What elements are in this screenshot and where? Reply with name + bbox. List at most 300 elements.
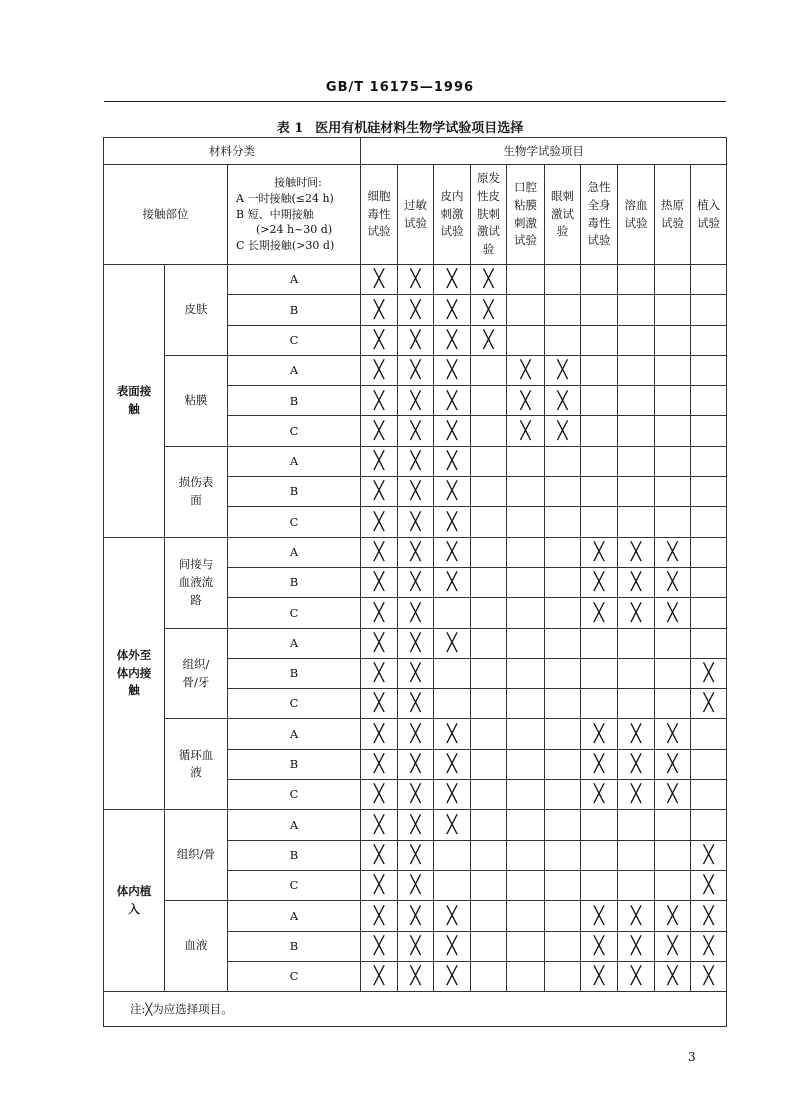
- test-cell: [434, 931, 471, 961]
- selected-mark: ╳: [410, 663, 421, 684]
- test-cell: [691, 567, 727, 597]
- test-cell: [581, 446, 618, 476]
- biological-test-selection-table: [103, 137, 727, 1027]
- test-cell: [361, 810, 398, 840]
- test-cell: [507, 355, 545, 385]
- test-cell: [398, 961, 434, 991]
- contact-category-label: 体内植入: [116, 883, 152, 916]
- test-cell: [507, 780, 545, 810]
- test-header-label: 过敏试验: [404, 197, 428, 230]
- selected-mark: ╳: [446, 905, 458, 926]
- test-header-3: [434, 165, 471, 265]
- test-cell: [507, 598, 545, 628]
- selected-mark: ╳: [373, 784, 385, 805]
- selected-mark: ╳: [373, 269, 385, 290]
- test-cell: [471, 719, 507, 749]
- selected-mark: ╳: [667, 784, 678, 805]
- test-cell: [655, 265, 691, 295]
- test-cell: [655, 961, 691, 991]
- selected-mark: ╳: [373, 451, 385, 472]
- selected-mark: ╳: [446, 511, 458, 532]
- test-header-9: [655, 165, 691, 265]
- test-header-10: [691, 165, 727, 265]
- test-cell: [545, 325, 581, 355]
- selected-mark: ╳: [446, 542, 458, 562]
- table-title: 医用有机硅材料生物学试验项目选择: [315, 121, 524, 136]
- test-cell: [471, 477, 507, 507]
- selected-mark: ╳: [703, 844, 714, 865]
- test-cell: [581, 840, 618, 870]
- selected-mark: ╳: [410, 935, 421, 956]
- selected-mark: ╳: [373, 905, 385, 926]
- test-cell: [398, 537, 434, 567]
- selected-mark: ╳: [373, 723, 385, 744]
- selected-mark: ╳: [410, 269, 421, 290]
- test-cell: [618, 537, 655, 567]
- table-row: [104, 537, 727, 567]
- test-cell: [618, 840, 655, 870]
- test-cell: [471, 416, 507, 446]
- contact-time-title: 接触时间:: [274, 175, 322, 189]
- test-cell: [655, 931, 691, 961]
- contact-site: [165, 810, 228, 901]
- test-cell: [655, 658, 691, 688]
- contact-duration-level: A: [228, 265, 361, 295]
- test-cell: [507, 537, 545, 567]
- test-cell: [507, 658, 545, 688]
- test-header-1: [361, 165, 398, 265]
- test-cell: [691, 901, 727, 931]
- selected-mark: ╳: [373, 754, 385, 775]
- contact-site-label: 粘膜: [184, 392, 208, 407]
- selected-mark: ╳: [703, 693, 714, 714]
- test-cell: [398, 628, 434, 658]
- contact-category: [104, 810, 165, 992]
- test-cell: [581, 689, 618, 719]
- selected-mark: ╳: [630, 905, 642, 926]
- test-cell: [545, 386, 581, 416]
- test-cell: [361, 507, 398, 537]
- contact-duration-level: B: [228, 386, 361, 416]
- test-cell: [434, 477, 471, 507]
- test-header-label: 细胞毒性试验: [367, 188, 391, 239]
- test-cell: [434, 537, 471, 567]
- test-cell: [581, 386, 618, 416]
- contact-site-label: 损伤表面: [178, 474, 214, 507]
- selected-mark: ╳: [667, 905, 678, 926]
- selected-mark: ╳: [446, 299, 458, 320]
- test-cell: [545, 537, 581, 567]
- test-cell: [361, 901, 398, 931]
- test-cell: [618, 446, 655, 476]
- test-cell: [655, 386, 691, 416]
- table-row: [104, 355, 727, 385]
- test-cell: [545, 567, 581, 597]
- selected-mark: ╳: [410, 784, 421, 805]
- test-cell: [398, 325, 434, 355]
- test-cell: [655, 567, 691, 597]
- test-cell: [691, 537, 727, 567]
- selected-mark: ╳: [373, 602, 385, 623]
- selected-mark: ╳: [410, 875, 421, 896]
- test-cell: [581, 719, 618, 749]
- test-cell: [471, 870, 507, 900]
- test-cell: [545, 416, 581, 446]
- test-cell: [434, 567, 471, 597]
- contact-time-b-range: (>24 h~30 d): [256, 223, 333, 237]
- selected-mark: ╳: [520, 390, 531, 411]
- selected-mark: ╳: [410, 905, 421, 926]
- contact-duration-level: B: [228, 749, 361, 779]
- test-cell: [691, 689, 727, 719]
- table-row: [104, 901, 727, 931]
- test-cell: [471, 840, 507, 870]
- selected-mark: ╳: [446, 632, 458, 653]
- contact-duration-level: B: [228, 658, 361, 688]
- test-cell: [581, 780, 618, 810]
- contact-duration-level: A: [228, 810, 361, 840]
- table-row: [104, 446, 727, 476]
- test-cell: [691, 840, 727, 870]
- test-cell: [581, 901, 618, 931]
- test-cell: [471, 689, 507, 719]
- test-cell: [545, 689, 581, 719]
- selected-mark: ╳: [410, 723, 421, 744]
- test-cell: [398, 719, 434, 749]
- test-cell: [434, 598, 471, 628]
- contact-site-label: 间接与血液流路: [178, 556, 214, 607]
- test-cell: [434, 780, 471, 810]
- selected-mark: ╳: [520, 360, 531, 381]
- test-cell: [471, 446, 507, 476]
- test-header-label: 植入试验: [697, 197, 721, 230]
- test-cell: [655, 416, 691, 446]
- contact-duration-level: B: [228, 477, 361, 507]
- test-cell: [618, 295, 655, 325]
- contact-site-label: 血液: [184, 938, 208, 953]
- selected-mark: ╳: [667, 754, 678, 775]
- test-cell: [655, 446, 691, 476]
- test-cell: [618, 628, 655, 658]
- selected-mark: ╳: [703, 966, 714, 987]
- selected-mark: ╳: [667, 542, 678, 562]
- test-cell: [655, 780, 691, 810]
- selected-mark: ╳: [593, 542, 605, 562]
- test-cell: [434, 689, 471, 719]
- test-cell: [471, 810, 507, 840]
- test-cell: [471, 628, 507, 658]
- selected-mark: ╳: [446, 723, 458, 744]
- selected-mark: ╳: [703, 935, 714, 956]
- test-cell: [581, 507, 618, 537]
- test-cell: [581, 749, 618, 779]
- test-cell: [507, 961, 545, 991]
- test-cell: [545, 477, 581, 507]
- test-cell: [507, 295, 545, 325]
- test-cell: [545, 961, 581, 991]
- test-cell: [434, 840, 471, 870]
- test-cell: [471, 931, 507, 961]
- test-cell: [581, 295, 618, 325]
- test-header-label: 原发性皮肤刺激试验: [477, 170, 501, 257]
- test-cell: [545, 265, 581, 295]
- selected-mark: ╳: [373, 632, 385, 653]
- test-cell: [434, 810, 471, 840]
- test-cell: [361, 628, 398, 658]
- test-cell: [545, 749, 581, 779]
- test-cell: [618, 355, 655, 385]
- test-cell: [655, 628, 691, 658]
- test-cell: [545, 840, 581, 870]
- contact-site-label: 组织/骨/牙: [182, 656, 210, 689]
- table-number: 表 1: [276, 121, 304, 136]
- test-cell: [361, 416, 398, 446]
- test-cell: [398, 598, 434, 628]
- selected-mark: ╳: [410, 329, 421, 350]
- test-cell: [655, 477, 691, 507]
- test-cell: [691, 416, 727, 446]
- test-cell: [361, 567, 398, 597]
- test-cell: [434, 265, 471, 295]
- selected-mark: ╳: [373, 935, 385, 956]
- test-cell: [655, 810, 691, 840]
- selected-mark: ╳: [410, 299, 421, 320]
- selected-mark: ╳: [410, 360, 421, 381]
- selected-mark: ╳: [410, 481, 421, 502]
- selected-mark: ╳: [410, 966, 421, 987]
- header-rule: [104, 101, 726, 102]
- test-cell: [545, 901, 581, 931]
- selected-mark: ╳: [373, 814, 385, 835]
- selected-mark: ╳: [446, 814, 458, 835]
- test-cell: [581, 628, 618, 658]
- test-cell: [507, 901, 545, 931]
- test-cell: [618, 325, 655, 355]
- test-cell: [691, 386, 727, 416]
- test-cell: [691, 810, 727, 840]
- contact-duration-level: C: [228, 689, 361, 719]
- contact-duration-level: A: [228, 628, 361, 658]
- test-cell: [361, 719, 398, 749]
- test-cell: [618, 598, 655, 628]
- selected-mark: ╳: [446, 784, 458, 805]
- selected-mark: ╳: [483, 329, 494, 350]
- selected-mark: ╳: [557, 360, 568, 381]
- selected-mark: ╳: [373, 572, 385, 593]
- test-cell: [361, 598, 398, 628]
- contact-duration-level: C: [228, 416, 361, 446]
- selected-mark: ╳: [373, 663, 385, 684]
- test-header-label: 急性全身毒性试验: [587, 179, 611, 248]
- selected-mark: ╳: [410, 572, 421, 593]
- selected-mark: ╳: [446, 572, 458, 593]
- test-cell: [545, 355, 581, 385]
- contact-category: [104, 537, 165, 810]
- material-class-header: 材料分类: [104, 138, 361, 165]
- table-row: [104, 628, 727, 658]
- test-cell: [545, 446, 581, 476]
- test-cell: [691, 355, 727, 385]
- test-cell: [545, 870, 581, 900]
- selected-mark: ╳: [446, 451, 458, 472]
- test-cell: [471, 295, 507, 325]
- selected-mark: ╳: [630, 935, 642, 956]
- test-cell: [691, 628, 727, 658]
- test-cell: [398, 840, 434, 870]
- contact-duration-level: A: [228, 719, 361, 749]
- selected-mark: ╳: [630, 723, 642, 744]
- test-items-header: 生物学试验项目: [361, 138, 727, 165]
- test-cell: [471, 749, 507, 779]
- test-cell: [581, 961, 618, 991]
- test-cell: [581, 355, 618, 385]
- test-cell: [655, 598, 691, 628]
- test-cell: [618, 689, 655, 719]
- test-cell: [434, 295, 471, 325]
- selected-mark: ╳: [410, 511, 421, 532]
- test-cell: [691, 295, 727, 325]
- test-cell: [507, 689, 545, 719]
- contact-site: [165, 265, 228, 356]
- selected-mark: ╳: [373, 420, 385, 441]
- contact-duration-level: A: [228, 537, 361, 567]
- test-cell: [545, 658, 581, 688]
- test-cell: [691, 780, 727, 810]
- selected-mark: ╳: [703, 663, 714, 684]
- contact-site-label: 皮肤: [184, 302, 208, 317]
- test-cell: [398, 477, 434, 507]
- selected-mark: ╳: [557, 390, 568, 411]
- selected-mark: ╳: [410, 420, 421, 441]
- test-cell: [618, 265, 655, 295]
- test-cell: [691, 658, 727, 688]
- test-cell: [691, 961, 727, 991]
- test-cell: [618, 901, 655, 931]
- test-cell: [361, 325, 398, 355]
- test-cell: [434, 870, 471, 900]
- test-cell: [507, 840, 545, 870]
- test-cell: [655, 870, 691, 900]
- selected-mark: ╳: [373, 360, 385, 381]
- test-cell: [691, 749, 727, 779]
- test-cell: [507, 567, 545, 597]
- contact-site: [165, 901, 228, 992]
- test-cell: [545, 719, 581, 749]
- selected-mark: ╳: [373, 511, 385, 532]
- test-cell: [691, 931, 727, 961]
- selected-mark: ╳: [410, 542, 421, 562]
- contact-time-b: B 短、中期接触: [236, 207, 314, 221]
- selected-mark: ╳: [667, 935, 678, 956]
- selected-mark: ╳: [630, 572, 642, 593]
- test-header-label: 溶血试验: [624, 197, 648, 230]
- test-cell: [361, 265, 398, 295]
- selected-mark: ╳: [373, 299, 385, 320]
- selected-mark: ╳: [593, 905, 605, 926]
- test-cell: [618, 749, 655, 779]
- test-cell: [398, 931, 434, 961]
- test-cell: [655, 537, 691, 567]
- test-header-5: [507, 165, 545, 265]
- test-cell: [398, 507, 434, 537]
- selected-mark: ╳: [446, 390, 458, 411]
- selected-mark: ╳: [557, 420, 568, 441]
- test-cell: [618, 810, 655, 840]
- test-cell: [361, 477, 398, 507]
- test-cell: [361, 295, 398, 325]
- selected-mark: ╳: [483, 269, 494, 290]
- test-cell: [581, 537, 618, 567]
- selected-mark: ╳: [703, 905, 714, 926]
- test-cell: [655, 295, 691, 325]
- selected-mark: ╳: [667, 723, 678, 744]
- test-header-8: [618, 165, 655, 265]
- selected-mark: ╳: [703, 875, 714, 896]
- contact-time-c: C 长期接触(>30 d): [236, 239, 335, 253]
- test-cell: [361, 931, 398, 961]
- test-cell: [398, 901, 434, 931]
- test-cell: [434, 416, 471, 446]
- contact-duration-level: B: [228, 840, 361, 870]
- selected-mark: ╳: [630, 966, 642, 987]
- test-cell: [581, 931, 618, 961]
- test-cell: [581, 265, 618, 295]
- contact-category-label: 体外至体内接触: [116, 647, 152, 698]
- test-cell: [398, 567, 434, 597]
- test-header-2: [398, 165, 434, 265]
- test-cell: [655, 507, 691, 537]
- selected-mark: ╳: [630, 754, 642, 775]
- contact-site-header: 接触部位: [104, 165, 228, 265]
- selected-mark: ╳: [593, 966, 605, 987]
- page-number: 3: [688, 1050, 696, 1064]
- contact-duration-level: C: [228, 507, 361, 537]
- selected-mark: ╳: [667, 966, 678, 987]
- test-cell: [581, 658, 618, 688]
- test-cell: [361, 537, 398, 567]
- selected-mark: ╳: [410, 844, 421, 865]
- selected-mark: ╳: [446, 269, 458, 290]
- selected-mark: ╳: [410, 390, 421, 411]
- test-cell: [398, 658, 434, 688]
- contact-duration-level: B: [228, 295, 361, 325]
- test-cell: [691, 719, 727, 749]
- test-cell: [398, 870, 434, 900]
- test-cell: [507, 749, 545, 779]
- selected-mark: ╳: [410, 602, 421, 623]
- test-cell: [398, 810, 434, 840]
- selected-mark: ╳: [373, 966, 385, 987]
- test-cell: [655, 840, 691, 870]
- test-cell: [507, 477, 545, 507]
- test-header-6: [545, 165, 581, 265]
- test-cell: [618, 567, 655, 597]
- test-cell: [545, 507, 581, 537]
- test-cell: [581, 325, 618, 355]
- test-cell: [581, 870, 618, 900]
- selected-mark: ╳: [593, 723, 605, 744]
- test-cell: [361, 446, 398, 476]
- selected-mark: ╳: [446, 481, 458, 502]
- test-cell: [545, 295, 581, 325]
- test-cell: [618, 961, 655, 991]
- test-cell: [434, 749, 471, 779]
- contact-site: [165, 446, 228, 537]
- test-header-label: 热原试验: [661, 197, 685, 230]
- selected-mark: ╳: [373, 390, 385, 411]
- test-cell: [618, 719, 655, 749]
- table-row: [104, 719, 727, 749]
